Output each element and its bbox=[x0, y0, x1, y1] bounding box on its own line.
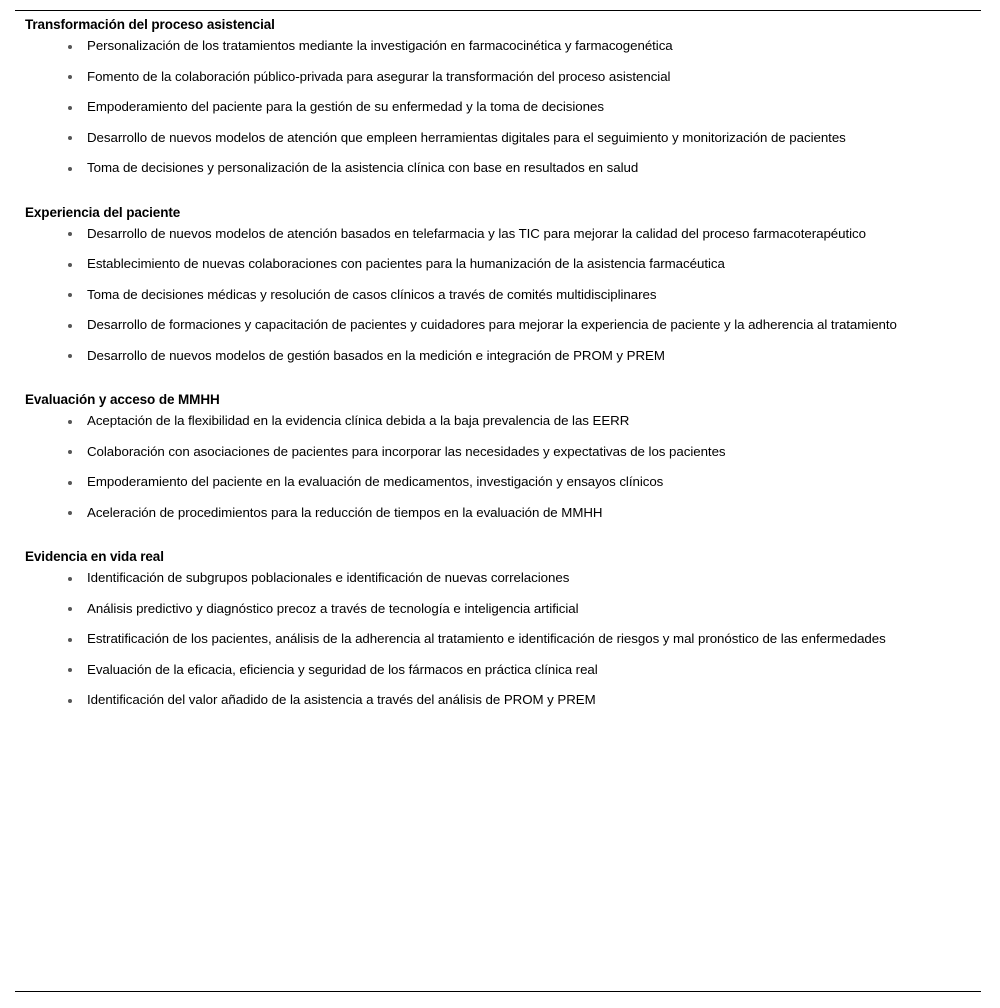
list-item-text: Fomento de la colaboración público-privada para asegurar la transformación del proceso asistencial bbox=[87, 68, 671, 84]
list-item bbox=[0, 630, 1000, 649]
bullet-dot-icon bbox=[68, 167, 72, 171]
list-item bbox=[0, 569, 1000, 588]
list-item-text: Aceptación de la flexibilidad en la evidencia clínica debida a la baja prevalencia de las EERR bbox=[87, 413, 630, 428]
section-heading: Transformación del proceso asistencial bbox=[25, 17, 275, 32]
bullet-dot-icon bbox=[68, 638, 72, 642]
list-item bbox=[0, 68, 1000, 87]
list-item bbox=[0, 600, 1000, 619]
list-item bbox=[0, 316, 1000, 335]
bullet-dot-icon bbox=[68, 293, 72, 297]
list-item-text: Estratificación de los pacientes, análisis de la adherencia al tratamiento e identificación de riesgos y mal pronóstico de las enfermedades bbox=[87, 631, 886, 646]
bullet-dot-icon bbox=[68, 577, 72, 581]
section-evidencia-en-vida-real bbox=[0, 548, 1000, 710]
document-content bbox=[0, 16, 1000, 710]
bullet-dot-icon bbox=[68, 699, 72, 703]
list-item-text: Desarrollo de nuevos modelos de atención basados en telefarmacia y las TIC para mejorar la calidad del proceso farmacoterapéutico bbox=[87, 225, 866, 241]
list-item bbox=[0, 129, 1000, 148]
top-horizontal-rule bbox=[15, 10, 981, 11]
section-evaluacion-y-acceso-de-mmhh bbox=[0, 391, 1000, 522]
section-transformacion-del-proceso-asistencial bbox=[0, 16, 1000, 178]
bottom-horizontal-rule bbox=[15, 991, 981, 992]
bullet-dot-icon bbox=[68, 263, 72, 267]
list-item bbox=[0, 661, 1000, 680]
list-item-text: Personalización de los tratamientos mediante la investigación en farmacocinética y farmacogenética bbox=[87, 38, 673, 53]
list-item-text: Colaboración con asociaciones de pacientes para incorporar las necesidades y expectativas de los pacientes bbox=[87, 443, 726, 459]
bullet-dot-icon bbox=[68, 450, 72, 454]
section-heading: Evaluación y acceso de MMHH bbox=[25, 392, 220, 407]
section-heading: Evidencia en vida real bbox=[25, 549, 164, 564]
list-item-text: Toma de decisiones y personalización de la asistencia clínica con base en resultados en salud bbox=[87, 160, 639, 175]
list-item-text: Toma de decisiones médicas y resolución de casos clínicos a través de comités multidisciplinares bbox=[87, 286, 657, 302]
list-item bbox=[0, 37, 1000, 56]
bullet-dot-icon bbox=[68, 511, 72, 515]
list-item-text: Empoderamiento del paciente en la evaluación de medicamentos, investigación y ensayos clínicos bbox=[87, 474, 664, 489]
bullet-dot-icon bbox=[68, 106, 72, 110]
list-item-text: Desarrollo de nuevos modelos de atención que empleen herramientas digitales para el seguimiento y monitorización de pacientes bbox=[87, 129, 846, 145]
section-heading: Experiencia del paciente bbox=[25, 204, 181, 220]
list-item-text: Evaluación de la eficacia, eficiencia y seguridad de los fármacos en práctica clínica real bbox=[87, 661, 598, 677]
list-item-text: Empoderamiento del paciente para la gestión de su enfermedad y la toma de decisiones bbox=[87, 99, 604, 114]
bullet-list bbox=[0, 225, 1000, 366]
bullet-dot-icon bbox=[68, 324, 72, 328]
list-item-text: Desarrollo de nuevos modelos de gestión basados en la medición e integración de PROM y PREM bbox=[87, 347, 665, 363]
list-item bbox=[0, 225, 1000, 244]
list-item bbox=[0, 286, 1000, 305]
list-item bbox=[0, 443, 1000, 462]
list-item bbox=[0, 473, 1000, 492]
list-item-text: Establecimiento de nuevas colaboraciones con pacientes para la humanización de la asistencia farmacéutica bbox=[87, 256, 725, 271]
list-item bbox=[0, 255, 1000, 274]
list-item-text: Identificación del valor añadido de la asistencia a través del análisis de PROM y PREM bbox=[87, 692, 596, 707]
list-item-text: Identificación de subgrupos poblacionales e identificación de nuevas correlaciones bbox=[87, 570, 570, 585]
list-item bbox=[0, 347, 1000, 366]
bullet-dot-icon bbox=[68, 232, 72, 236]
bullet-dot-icon bbox=[68, 354, 72, 358]
bullet-dot-icon bbox=[68, 420, 72, 424]
list-item bbox=[0, 504, 1000, 523]
bullet-dot-icon bbox=[68, 481, 72, 485]
list-item bbox=[0, 412, 1000, 431]
list-item bbox=[0, 159, 1000, 178]
bullet-list bbox=[0, 37, 1000, 178]
bullet-dot-icon bbox=[68, 45, 72, 49]
bullet-dot-icon bbox=[68, 607, 72, 611]
bullet-list bbox=[0, 569, 1000, 710]
list-item bbox=[0, 691, 1000, 710]
section-experiencia-del-paciente bbox=[0, 204, 1000, 366]
bullet-dot-icon bbox=[68, 136, 72, 140]
bullet-dot-icon bbox=[68, 75, 72, 79]
list-item-text: Aceleración de procedimientos para la reducción de tiempos en la evaluación de MMHH bbox=[87, 504, 603, 520]
list-item-text: Desarrollo de formaciones y capacitación de pacientes y cuidadores para mejorar la experiencia de paciente y la adherencia al tratamiento bbox=[87, 317, 897, 332]
bullet-dot-icon bbox=[68, 668, 72, 672]
list-item bbox=[0, 98, 1000, 117]
list-item-text: Análisis predictivo y diagnóstico precoz a través de tecnología e inteligencia artificial bbox=[87, 600, 579, 616]
bullet-list bbox=[0, 412, 1000, 522]
